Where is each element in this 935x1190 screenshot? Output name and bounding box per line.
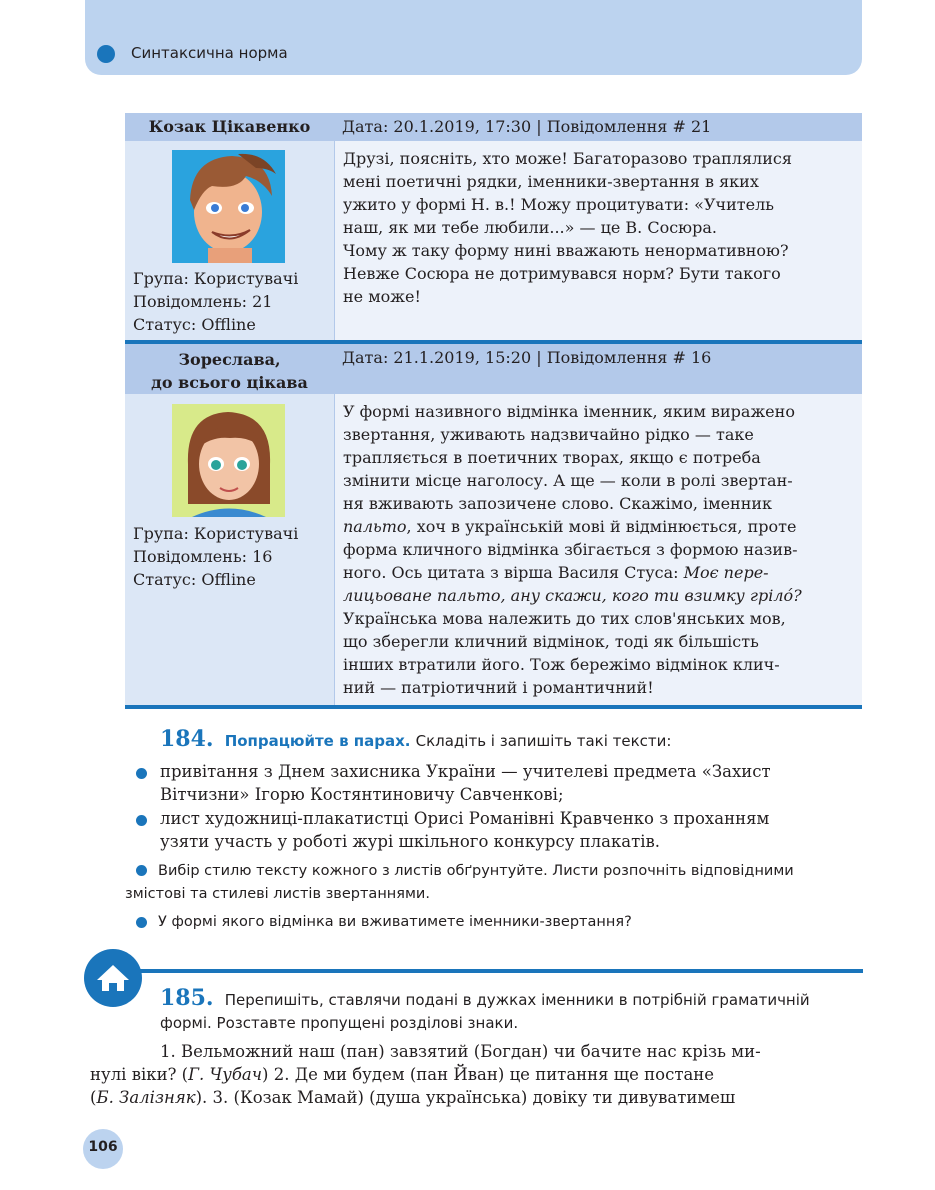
author-line: до всього цікава [151, 373, 308, 392]
quote-italic: лицьоване пальто, ану скажи, кого ти взимку грілó? [343, 586, 802, 605]
text-span: ). 3. (Козак Мамай) (душа українська) довіку ти дивуватимеш [195, 1088, 736, 1107]
task-instruction: Перепишіть, ставлячи подані в дужках іменники в потрібній граматичній [224, 991, 810, 1009]
text-line [90, 1086, 862, 1109]
bullet-icon [136, 768, 147, 779]
text-line: привітання з Днем захисника України — учителеві предмета «Захист [160, 762, 771, 781]
bullet-icon [136, 815, 147, 826]
text-line [343, 584, 854, 607]
task-185-text [90, 1040, 862, 1109]
text-line: Вітчизни» Ігорю Костянтиновичу Савченкові; [160, 785, 564, 804]
text-line: інших втратили його. Тож бережімо відмінок клич- [343, 655, 780, 674]
text-line [343, 515, 854, 538]
task-number: 184. [160, 726, 214, 752]
post-header [125, 113, 862, 141]
text-span: ) 2. Де ми будем (пан Йван) це питання ще постане [262, 1065, 715, 1084]
text-line: що зберегли кличний відмінок, тоді як більшість [343, 632, 759, 651]
post-text [334, 394, 862, 705]
post-user-panel [125, 394, 334, 705]
text-line: ний — патріотичний і романтичний! [343, 678, 654, 697]
post-body [125, 141, 862, 340]
text-line [90, 1063, 862, 1086]
text-line: У формі називного відмінка іменник, яким виражено [343, 402, 795, 421]
author-line: Зореслава, [178, 350, 281, 369]
bullet-icon [136, 917, 147, 928]
user-status: Статус: Offline [133, 570, 256, 589]
task-184-note-2: У формі якого відмінка ви вживатимете іменники-звертання? [158, 914, 632, 930]
text-line: Друзі, поясніть, хто може! Багаторазово траплялися [343, 149, 792, 168]
italic-word: пальто [343, 517, 407, 536]
user-group: Група: Користувачі [133, 269, 299, 288]
task-intro: Складіть і запишіть такі тексти: [415, 732, 672, 750]
page-section-title: Синтаксична норма [131, 44, 288, 62]
page-number: 106 [88, 1139, 118, 1155]
user-post-count: Повідомлень: 16 [133, 547, 273, 566]
header-bullet [97, 45, 115, 63]
text-line: форма кличного відмінка збігається з формою назив- [343, 540, 798, 559]
text-line: Невже Сосюра не дотримувався норм? Бути такого [343, 264, 781, 283]
user-group: Група: Користувачі [133, 524, 299, 543]
author-ref: Б. Залізняк [96, 1088, 196, 1107]
text-line: Чому ж таку форму нині вважають ненормативною? [343, 241, 789, 260]
text-line: змінити місце наголосу. А ще — коли в ролі звертан- [343, 471, 793, 490]
task-184-heading [160, 726, 671, 752]
task-lead: Попрацюйте в парах. [224, 732, 411, 750]
text-line [343, 561, 854, 584]
post-text [334, 141, 862, 340]
text-line: узяти участь у роботі журі шкільного конкурсу плакатів. [160, 832, 661, 851]
forum-thread [125, 113, 862, 709]
task-184-item-1 [160, 760, 771, 806]
task-184-note-1 [125, 860, 865, 906]
text-line: наш, як ми тебе любили...» — це В. Сосюра. [343, 218, 717, 237]
post-author: Козак Цікавенко [148, 117, 311, 136]
post-meta: Дата: 20.1.2019, 17:30 | Повідомлення # 21 [342, 117, 712, 136]
task-184-item-2 [160, 807, 769, 853]
user-status: Статус: Offline [133, 315, 256, 334]
text-line: Українська мова належить до тих слов'янських мов, [343, 609, 786, 628]
text-line: ужито у формі Н. в.! Можу процитувати: «Учитель [343, 195, 774, 214]
text-line: ня вживають запозичене слово. Скажімо, іменник [343, 494, 773, 513]
text-line: 1. Вельможний наш (пан) завзятий (Богдан) чи бачите нас крізь ми- [160, 1042, 761, 1061]
post-meta: Дата: 21.1.2019, 15:20 | Повідомлення # 16 [342, 348, 712, 367]
task-185-heading [160, 985, 865, 1011]
text-line: звертання, уживають надзвичайно рідко — таке [343, 425, 754, 444]
text-span: ного. Ось цитата з вірша Василя Стуса: [343, 563, 684, 582]
post-body [125, 394, 862, 705]
text-line: Вибір стилю тексту кожного з листів обґрунтуйте. Листи розпочніть відповідними [158, 863, 794, 879]
post-user-panel [125, 141, 334, 340]
post-divider [125, 705, 862, 709]
post-header [125, 344, 862, 394]
task-instruction-cont: формі. Розставте пропущені розділові знаки. [160, 1014, 519, 1032]
task-number: 185. [160, 985, 214, 1011]
text-line: трапляється в поетичних творах, якщо є потреба [343, 448, 761, 467]
avatar-boy [172, 150, 285, 263]
text-span: ( [90, 1088, 97, 1107]
user-post-count: Повідомлень: 21 [133, 292, 273, 311]
avatar-girl [172, 404, 285, 517]
text-line: не може! [343, 287, 421, 306]
text-line: змістові та стилеві листів звертаннями. [125, 886, 430, 902]
text-span: нулі віки? ( [90, 1065, 189, 1084]
text-line: лист художниці-плакатистці Орисі Романівні Кравченко з проханням [160, 809, 770, 828]
text-line: мені поетичні рядки, іменники-звертання в яких [343, 172, 759, 191]
text-span: , хоч в українській мові й відмінюється, проте [406, 517, 797, 536]
header-band [85, 0, 862, 75]
quote-italic: Моє пере- [683, 563, 769, 582]
author-ref: Г. Чубач [188, 1065, 263, 1084]
post-author [125, 344, 334, 394]
